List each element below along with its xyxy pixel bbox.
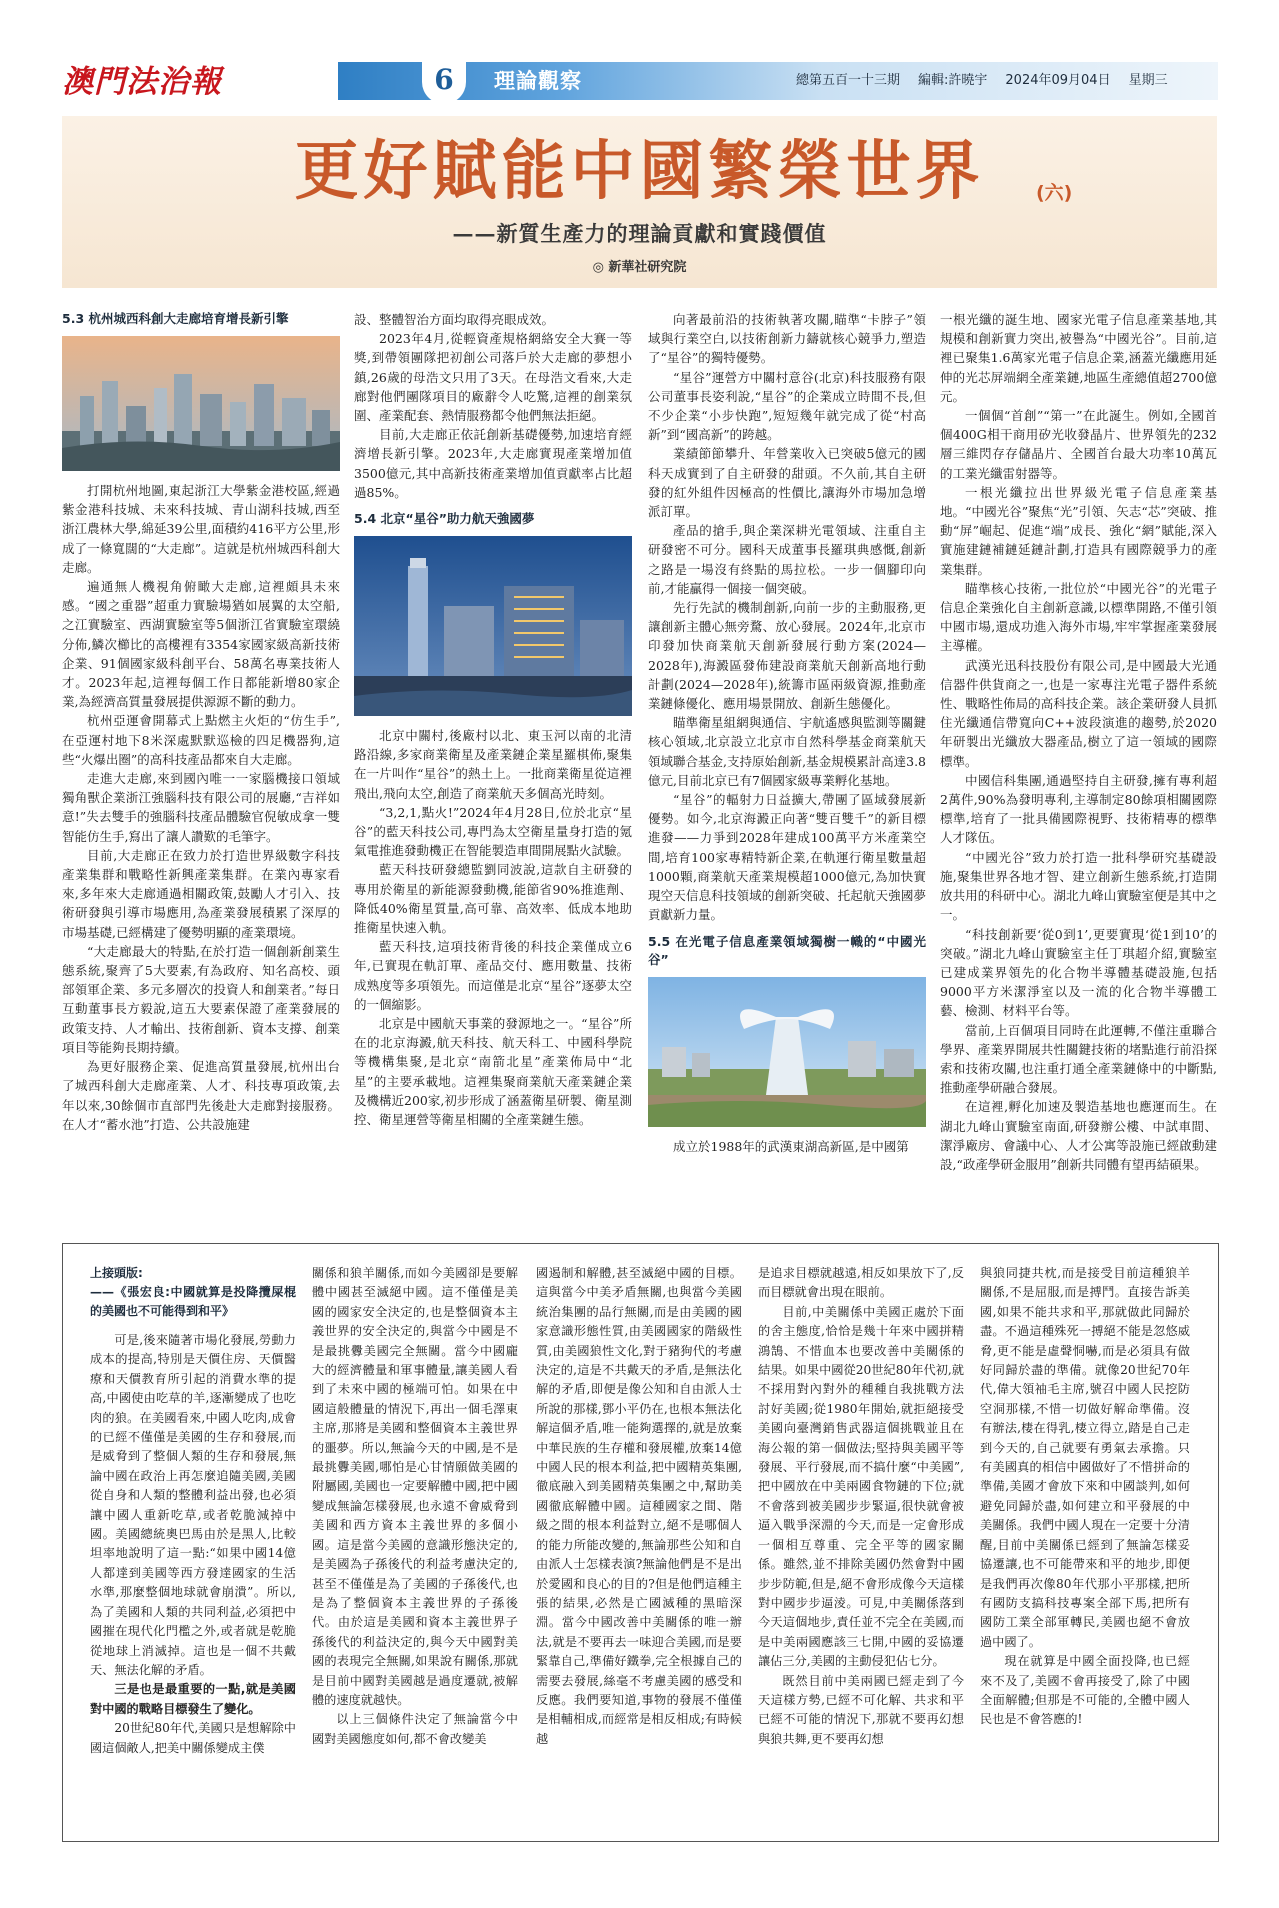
paragraph: 以上三個條件決定了無論當今中國對美國態度如何,都不會改變美 <box>312 1712 518 1746</box>
section-heading-optics-valley: 5.5 在光電子信息產業領域獨樹一幟的“中國光谷” <box>648 933 926 967</box>
section-heading-beijing: 5.4 北京“星谷”助力航天強國夢 <box>354 511 535 527</box>
paragraph: 藍天科技,這項技術背後的科技企業僅成立6年,已實現在軌訂單、產品交付、應用數量、技術成熟度等多項領先。而這僅是北京“星谷”逐夢太空的一個縮影。 <box>354 939 632 1012</box>
continued-article-title: ——《張宏良:中國就算是投降攬屎棍的美國也不可能得到和平》 <box>90 1285 296 1318</box>
paragraph: 一根光纖的誕生地、國家光電子信息產業基地,其規模和創新實力突出,被譽為“中國光谷”。目前,這裡已聚集1.6萬家光電子信息企業,涵蓋光纖應用延伸的光芯屏端網全產業鏈,地區生產總值超2700億元。 <box>940 312 1217 404</box>
paragraph: 目前,中美關係中美國正處於下面的舍主態度,恰恰是幾十年來中國拼精鴻鵠、不惜血本也要改善中美關係的結果。如果中國從20世紀80年代初,就不採用對內對外的種種自我挑戰方法討好美國;從1980年開始,就拒絕接受美國向臺灣銷售武器這個挑戰並且在海公報的第一個做法;堅持與美國平等發展、平行發展,而不搞什麼“中美國”,把中國放在中美兩國食物鏈的下位;就不會落到被美國步步緊逼,很快就會被逼入戰爭深淵的今天,而是一定會形成一個相互尊重、完全平等的國家關係。雖然,並不排除美國仍然會對中國步步防範,但是,絕不會形成像今天這樣對中國步步逼淩。可見,中美關係落到今天這個地步,責任並不完全在美國,而是中美兩國應該三七開,中國的妥協遷讓佔三分,美國的主動侵犯佔七分。 <box>758 1304 964 1669</box>
paragraph: 是追求目標就越遠,相反如果放下了,反而目標就會出現在眼前。 <box>758 1266 964 1300</box>
paragraph: 北京中關村,後廠村以北、東玉河以南的北清路沿線,多家商業衛星及產業鏈企業星羅棋佈,聚集在一片叫作“星谷”的熱土上。一批商業衛星從這裡飛出,飛向太空,創造了商業航天多個高光時刻。 <box>354 728 632 801</box>
headline-part: (六) <box>1036 182 1073 204</box>
photo-caption-paragraph: 成立於1988年的武漢東湖高新區,是中國第 <box>673 1138 909 1154</box>
issue-meta <box>796 64 1186 98</box>
paragraph: 一個個“首創”“第一”在此誕生。例如,全國首個400G相干商用矽光收發晶片、世界領先的232層三維閃存存儲晶片、全國首台最大功率10萬瓦的工業光纖雷射器等。 <box>940 408 1217 481</box>
paragraph: 向著最前沿的技術執著攻關,瞄準“卡脖子”領域與行業空白,以技術創新力鑄就核心競爭力,塑造了“星谷”的獨特優勢。 <box>648 312 926 366</box>
newspaper-logo: 澳門法治報 <box>62 64 222 100</box>
continued-column-3 <box>536 1264 742 1824</box>
beijing-star-valley-photo <box>354 536 632 716</box>
column-1 <box>62 310 340 1220</box>
paragraph: “星谷”運營方中關村意谷(北京)科技服務有限公司董事長姿利說,“星谷”的企業成立時間不長,但不少企業“小步快跑”,短短幾年就完成了從“村高新”到“國高新”的跨越。 <box>648 369 926 443</box>
paragraph: 瞄準核心技術,一批位於“中國光谷”的光電子信息企業強化自主創新意識,以標準開路,不僅引領中國市場,還成功進入海外市場,牢牢掌握產業發展主導權。 <box>940 580 1217 654</box>
paragraph: “星谷”的輻射力日益擴大,帶團了區域發展新優勢。如今,北京海澱正向著“雙百雙千”的新目標進發——力爭到2028年建成100萬平方米產業空間,培育100家專精特新企業,在軌運行衛星數量超1000顆,商業航天產業規模超1000億元,為加快實現空天信息科技領域的創新突破、托起航天強國夢貢獻新力量。 <box>648 792 926 923</box>
section-heading-hangzhou: 5.3 杭州城西科創大走廊培育增長新引擎 <box>62 311 289 326</box>
issue-weekday: 星期三 <box>1128 73 1168 88</box>
column-3 <box>648 310 926 1220</box>
issue-number: 總第五百一十三期 <box>796 73 901 88</box>
paragraph: 瞄準衛星組網與通信、宇航遙感與監測等關鍵核心領域,北京設立北京市自然科學基金商業航天領域聯合基金,支持原始創新,基金規模累計高達3.8億元,目前北京已有7個國家級專業孵化基地。 <box>648 715 926 788</box>
paragraph: 中國信科集團,通過堅持自主研發,擁有專利超2萬件,90%為發明專利,主導制定80餘項相關國際標準,培育了一批具備國際視野、技術精專的標準人才隊伍。 <box>940 772 1217 846</box>
hangzhou-skyline-photo <box>62 336 340 471</box>
paragraph: “大走廊最大的特點,在於打造一個創新創業生態系統,聚齊了5大要素,有為政府、知名高校、頭部領軍企業、多元多層次的投資人和創業者。”每日互動董事長方毅說,這五大要素保證了產業發展的政策支持、人才輸出、技術創新、資本支撐、創業項目等能夠長期持續。 <box>62 943 340 1055</box>
paragraph: 走進大走廊,來到國內唯一一家腦機接口領域獨角獸企業浙江強腦科技有限公司的展廳,“吉祥如意!”失去雙手的強腦科技產品體驗官倪敏成拿一雙智能仿生手,寫出了讓人讚歎的毛筆字。 <box>62 771 340 844</box>
page-number: 6 <box>422 60 466 104</box>
paragraph: 現在就算是中國全面投降,也已經來不及了,美國不會再接受了,除了中國全面解體;但那是不可能的,全體中國人民也是不會答應的! <box>980 1654 1190 1727</box>
paragraph: 既然目前中美兩國已經走到了今天這樣方勢,已經不可化解、共求和平已經不可能的情況下,那就不要再幻想與狼共舞,更不要再幻想 <box>758 1673 964 1746</box>
paragraph: 目前,大走廊正依託創新基礎優勢,加速培育經濟增長新引擎。2023年,大走廊實現產業增加值3500億元,其中高新技術產業增加值貢獻率占比超過85%。 <box>354 427 632 500</box>
paragraph: “科技創新要‘從0到1’,更要實現‘從1到10’的突破。”湖北九峰山實驗室主任丁琪超介紹,實驗室已建成業界領先的化合物半導體基礎設施,包括9000平方米潔淨室以及一流的化合物半導體工藝、檢測、材料平台等。 <box>940 926 1217 1019</box>
paragraph: 關係和狼羊關係,而如今美國卻是要解體中國甚至滅絕中國。這不僅僅是美國的國家安全決定的,也是整個資本主義世界的安全決定的,與當今中國是不是最挑釁美國完全無關。當今中國龐大的經濟體量和軍事體量,讓美國人看到了未來中國的極端可怕。如果在中國這般體量的情況下,再出一個毛澤東主席,那將是美國和整個資本主義世界的噩夢。所以,無論今天的中國,是不是最挑釁美國,哪怕是心甘情願做美國的附屬國,美國也一定要解體中國,把中國變成無論怎樣發展,也永遠不會威脅到美國和西方資本主義世界的多個小國。這是當今美國的意識形態決定的,是美國為子孫後代的利益考慮決定的,甚至不僅僅是為了美國的子孫後代,也是為了整個資本主義世界的子孫後代。由於這是美國和資本主義世界子孫後代的利益決定的,與今天中國對美國的表現完全無關,如果說有關係,那就是目前中國對美國越是過度遷就,被解體的速度就越快。 <box>312 1266 518 1707</box>
paragraph: 藍天科技研發總監劉同波說,這款自主研發的專用於衛星的新能源發動機,能節省90%推進劑、降低40%衛星質量,高可靠、高效率、低成本地助推衛星快速入軌。 <box>354 862 632 936</box>
paragraph: 當前,上百個項目同時在此運轉,不僅注重聯合學界、產業界開展共性關鍵技術的堵點進行前沿探索和技術攻關,也注重打通全產業鏈條中的中斷點,推動產學研融合發展。 <box>940 1022 1217 1096</box>
paragraph: 北京是中國航天事業的發源地之一。“星谷”所在的北京海澱,航天科技、航天科工、中國科學院等機構集聚,是北京“南箭北星”產業佈局中“北星”的主要承載地。這裡集聚商業航天產業鏈企業及機構近200家,初步形成了涵蓋衛星研製、衛星測控、衛星運營等衛星相關的全產業鏈生態。 <box>354 1016 632 1128</box>
paragraph: 設、整體智治方面均取得亮眼成效。 <box>354 312 555 327</box>
paragraph: 業績節節攀升、年營業收入已突破5億元的國科天成實到了自主研發的甜頭。不久前,其自主研發的紅外組件因極高的性價比,讓海外市場加急增派訂單。 <box>648 446 926 520</box>
paragraph: 杭州亞運會開幕式上點燃主火炬的“仿生手”,在亞運村地下8米深處默默巡檢的四足機器狗,這些“火爆出圈”的高科技產品都來自大走廊。 <box>62 713 340 767</box>
editor-name: 編輯:許曉宇 <box>918 73 988 88</box>
issue-date: 2024年09月04日 <box>1005 73 1111 88</box>
continued-column-5 <box>980 1264 1190 1824</box>
subheadline: ——新質生產力的理論貢獻和實踐價值 <box>452 221 827 246</box>
paragraph: 為更好服務企業、促進高質量發展,杭州出台了城西科創大走廊產業、人才、科技專項政策,去年以來,30餘個市直部門先後赴大走廊對接服務。在人才“蓄水池”打造、公共設施建 <box>62 1059 340 1132</box>
paragraph: 產品的搶手,與企業深耕光電領域、注重自主研發密不可分。國科天成董事長羅琪典感慨,創新之路是一場沒有終點的馬拉松。一步一個腳印向前,才能贏得一個接一個突破。 <box>648 523 926 596</box>
continued-column-2 <box>312 1264 518 1824</box>
section-title: 理論觀察 <box>494 69 582 93</box>
paragraph: 武漢光迅科技股份有限公司,是中國最大光通信器件供貨商之一,也是一家專注光電子器件系統性、戰略性佈局的高科技企業。該企業研發人員抓住光纖通信帶寬向C++波段演進的趨勢,於2020年研製出光纖放大器產品,樹立了這一領域的國際標準。 <box>940 657 1217 769</box>
paragraph: 可是,後來隨著市場化發展,勞動力成本的提高,特別是天價住房、天價醫療和天價教育所引起的消費水準的提高,中國使由吃草的羊,逐漸變成了也吃肉的狼。在美國看來,中國人吃肉,成會的已經不僅僅是美國的生存和發展,而是威脅到了整個人類的生存和發展,無論中國在政治上再怎麼追隨美國,美國從自身和人類的整體利益出發,也必須讓中國人重新吃草,或者乾脆減掉中國。美國總統奧巴馬由於是黑人,比較坦率地說明了這一點:“如果中國14億人都達到美國等西方發達國家的生活水準,那麼整個地球就會崩潰”。所以,為了美國和人類的共同利益,必須把中國摧在現代化門檻之外,或者就是乾脆從地球上消滅掉。這也是一個不共戴天、無法化解的矛盾。 <box>90 1333 296 1677</box>
paragraph: 與狼同捷共枕,而是接受目前這種狼羊關係,不是屈服,而是搏鬥。直接告訴美國,如果不能共求和平,那就做此同歸於盡。不過這種殊死一搏絕不能是忽悠威脅,更不能是虛聲恫嚇,而是必須具有做好同歸於盡的準備。就像20世紀70年代,偉大領袖毛主席,號召中國人民挖防空洞那樣,不惜一切做好解命準備。沒有辦法,棲在得乳,棲立得立,踏是自己走到今天的,自己就要有勇氣去承擔。只有美國真的相信中國做好了不惜拼命的準備,美國才會放下來和中國談判,如何避免同歸於盡,如何建立和平發展的中美關係。我們中國人現在一定要十分清醒,目前中美關係已經到了無論怎樣妥協遷讓,也不可能帶來和平的地步,即便是我們再次像80年代那小平那樣,把所有國防支搞科技專案全部下馬,把所有國防工業全部軍轉民,美國也絕不會放過中國了。 <box>980 1266 1190 1649</box>
paragraph: 20世紀80年代,美國只是想解除中國這個敵人,把美中關係變成主僕 <box>90 1721 296 1755</box>
byline: ◎ 新華社研究院 <box>592 260 687 275</box>
continued-column-4 <box>758 1264 964 1824</box>
column-4 <box>940 310 1217 1220</box>
paragraph: 目前,大走廊正在致力於打造世界級數字科技產業集群和戰略性新興產業集群。在業內專家看來,多年來大走廊通過相關政策,鼓勵人才引入、技術研發與引導市場應用,為產業發展積累了深厚的市場基礎,已經構建了優勢明顯的產業環境。 <box>62 847 340 940</box>
paragraph: “中國光谷”致力於打造一批科學研究基礎設施,聚集世界各地才智、建立創新生態系統,打造開放共用的科研中心。湖北九峰山實驗室便是其中之一。 <box>940 849 1217 923</box>
optics-valley-photo <box>648 977 926 1127</box>
continued-from-label: 上接頭版: <box>90 1266 143 1280</box>
paragraph: 在這裡,孵化加速及製造基地也應運而生。在湖北九峰山實驗室南面,研發辦公樓、中試車間、潔淨廠房、會議中心、人才公寓等設施已經啟動建設,“政產學研金服用”創新共同體有望再結碩果。 <box>940 1099 1217 1172</box>
column-2 <box>354 310 632 1220</box>
paragraph: 國遏制和解體,甚至滅絕中國的目標。這與當今中美矛盾無關,也與當今美國統治集團的品行無關,而是由美國的國家意識形態性質,由美國國家的階級性質,由美國狼性文化,對于豬狗代的考慮決定的,這是不共戴天的矛盾,是無法化解的矛盾,即便是像公知和自由派人士所說的那樣,鄧小平仍在,也根本無法化解這個矛盾,唯一能夠選擇的,就是放棄中華民族的生存權和發展權,放棄14億中國人民的根本利益,把中國精英集團,徹底融入到美國精英集團之中,幫助美國徹底解體中國。這種國家之間、階級之間的根本利益對立,絕不是哪個人的能力所能改變的,無論那些公知和自由派人士怎樣表演?無論他們是不是出於愛國和良心的目的?但是他們這種主張的結果,必然是亡國滅種的黑暗深淵。當今中國改善中美關係的唯一辦法,就是不要再去一味迎合美國,而是要緊靠自己,準備好鐵拳,完全根據自己的需要去發展,絲毫不考慮美國的感受和反應。我們要知道,事物的發展不僅僅是相輔相成,而經常是相反相成;有時候越 <box>536 1266 742 1746</box>
headline: 更好賦能中國繁榮世界 <box>294 135 985 209</box>
paragraph: “3,2,1,點火!”2024年4月28日,位於北京“星谷”的藍天科技公司,專門為太空衛星量身打造的氪氣電推進發動機正在智能製造車間開展點火試驗。 <box>354 804 632 859</box>
paragraph: 一根光纖拉出世界級光電子信息產業基地。“中國光谷”聚焦“光”引領、矢志“芯”突破、推動“屏”崛起、促進“端”成長、強化“網”賦能,深入實施建鏈補鏈延鏈計劃,打造具有國際競爭力的產業集群。 <box>940 484 1217 577</box>
continued-column-1 <box>90 1264 296 1824</box>
emphasis-paragraph: 三是也是最重要的一點,就是美國對中國的戰略目標發生了變化。 <box>90 1682 296 1716</box>
paragraph: 2023年4月,從輕資產規格網絡安全大賽一等獎,到帶領團隊把初創公司落戶於大走廊的夢想小鎮,26歲的母浩文只用了3天。在母浩文看來,大走廊對他們團隊項目的廠辭令人吃驚,這裡的創業氛圍、產業配套、熱情服務都令他們無法拒絕。 <box>354 331 632 424</box>
paragraph: 遍通無人機視角俯瞰大走廊,這裡頗具未來感。“國之重器”超重力實驗場猶如展翼的太空船,之江實驗室、西湖實驗室等5個浙江省實驗室環繞分佈,鱗次櫛比的高樓裡有3354家國家級高新技術企業、91個國家級科創平台、58萬名專業技術人才。2023年起,這裡每個工作日都能新增80家企業,為經濟高質量發展提供源源不斷的動力。 <box>62 579 340 710</box>
paragraph: 先行先試的機制創新,向前一步的主動服務,更讓創新主體心無旁騖、放心發展。2024年,北京市印發加快商業航天創新發展行動方案(2024—2028年),海澱區發佈建設商業航天創新高地行動計劃(2024—2028年),統籌市區兩級資源,推動產業鏈條優化、應用場景開放、創新生態優化。 <box>648 600 926 712</box>
paragraph: 打開杭州地圖,東起浙江大學紫金港校區,經過紫金港科技城、未來科技城、青山湖科技城,西至浙江農林大學,綿延39公里,面積約416平方公里,形成了一條寬闊的“大走廊”。這就是杭州城西科創大走廊。 <box>62 483 340 575</box>
